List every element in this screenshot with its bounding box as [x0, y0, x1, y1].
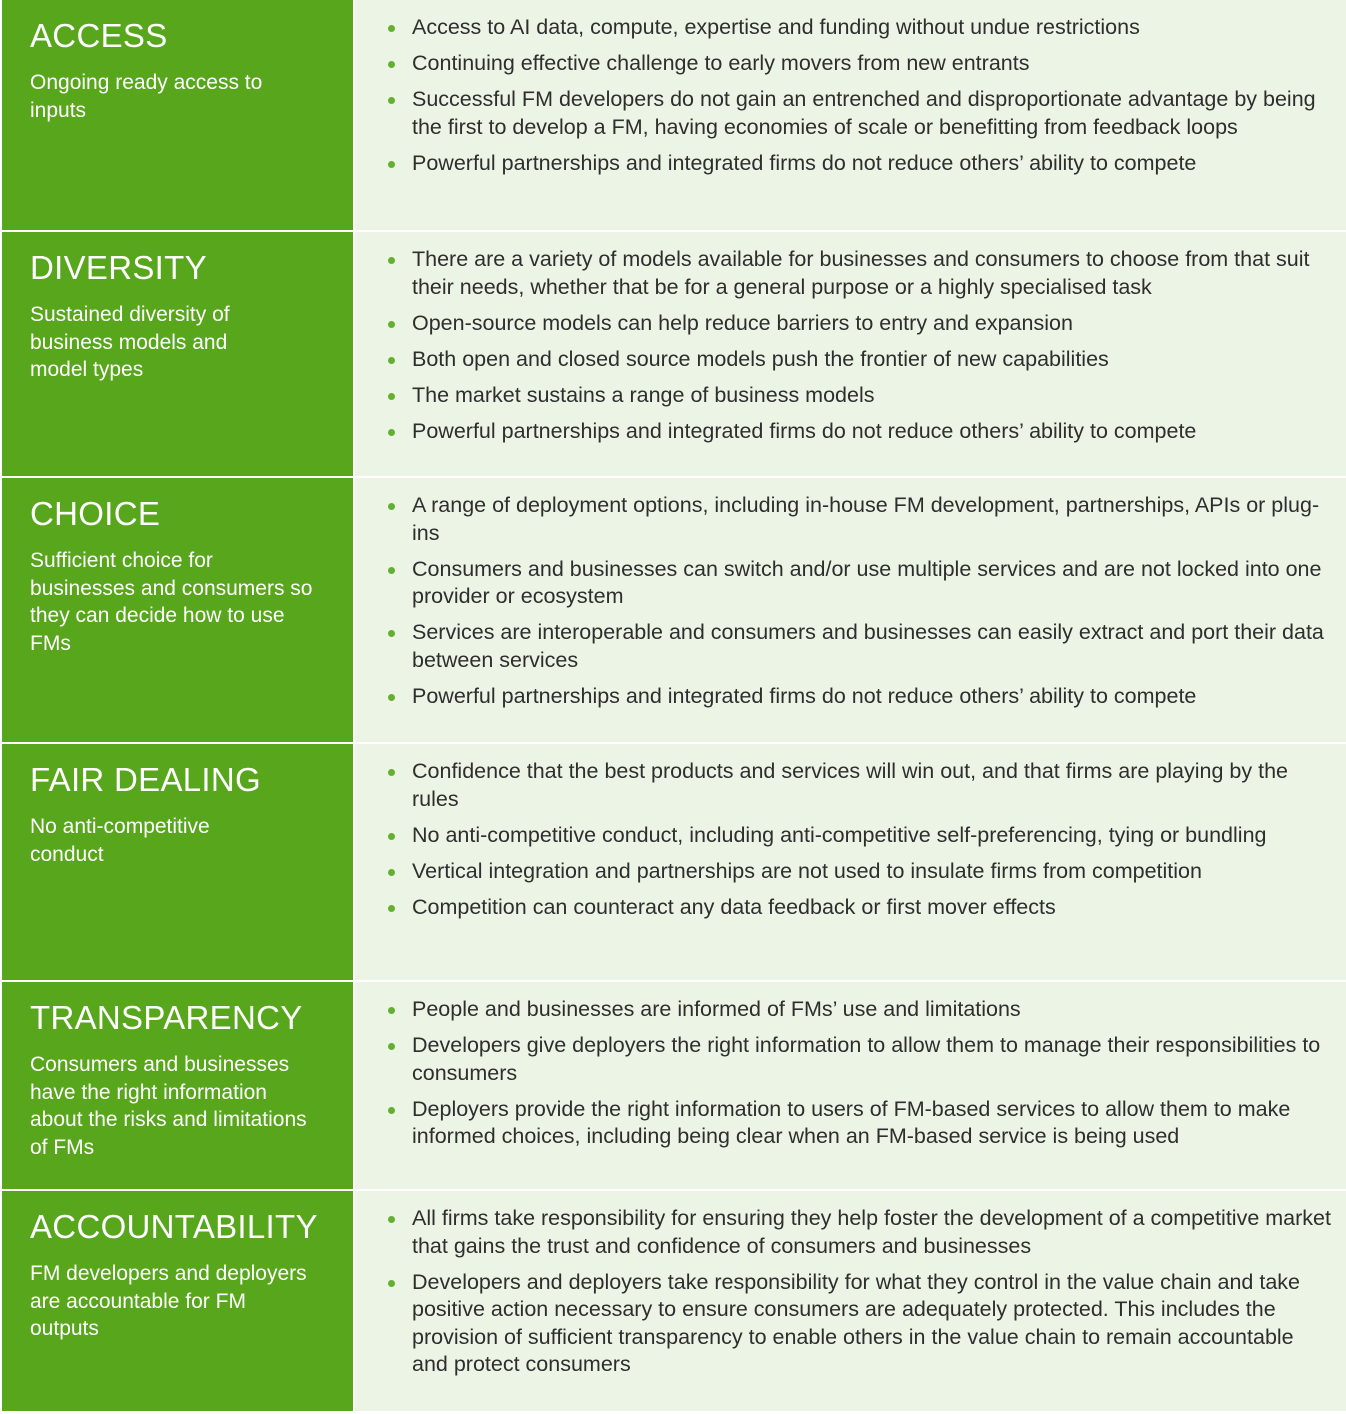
principle-label-cell — [2, 232, 353, 476]
bullet-dot-icon — [388, 161, 395, 168]
bullet-dot-icon — [388, 321, 395, 328]
bullet-item: Powerful partnerships and integrated firms do not reduce others’ ability to compete — [383, 683, 1332, 711]
bullet-item: Access to AI data, compute, expertise and funding without undue restrictions — [383, 14, 1332, 42]
bullet-dot-icon — [388, 567, 395, 574]
bullet-dot-icon — [388, 25, 395, 32]
bullet-dot-icon — [388, 429, 395, 436]
bullet-item: All firms take responsibility for ensuring they help foster the development of a competitive market that gains the trust and confidence of consumers and businesses — [383, 1205, 1332, 1260]
principle-subtitle: Ongoing ready access to inputs — [30, 71, 263, 122]
bullet-list — [383, 492, 1332, 710]
principle-bullets-cell — [355, 982, 1346, 1189]
bullet-dot-icon — [388, 1216, 395, 1223]
bullet-item: Powerful partnerships and integrated firms do not reduce others’ ability to compete — [383, 150, 1332, 178]
principle-bullets-cell — [355, 0, 1346, 230]
principle-bullets-cell — [355, 744, 1346, 980]
principle-row-accountability — [0, 1191, 1346, 1411]
bullet-item: Consumers and businesses can switch and/or use multiple services and are not locked into one provider or ecosystem — [383, 556, 1332, 611]
bullet-dot-icon — [388, 1043, 395, 1050]
bullet-dot-icon — [388, 503, 395, 510]
bullet-dot-icon — [388, 905, 395, 912]
principle-heading: CHOICE — [30, 495, 161, 532]
principle-heading: DIVERSITY — [30, 249, 207, 286]
principle-label-cell — [2, 0, 353, 230]
principle-row-choice — [0, 478, 1346, 742]
bullet-item: The market sustains a range of business models — [383, 382, 1332, 410]
principle-label-cell — [2, 478, 353, 742]
bullet-dot-icon — [388, 357, 395, 364]
principle-bullets-cell — [355, 478, 1346, 742]
bullet-dot-icon — [388, 630, 395, 637]
bullet-item: Developers and deployers take responsibility for what they control in the value chain and take positive action necessary to ensure consumers are adequately protected. This includes the provision of sufficient transparency to enable others in the value chain to remain accountable and protect consumers — [383, 1269, 1332, 1379]
bullet-item: Vertical integration and partnerships are not used to insulate firms from competition — [383, 858, 1332, 886]
principle-label-cell — [2, 744, 353, 980]
bullet-dot-icon — [388, 694, 395, 701]
bullet-item: Continuing effective challenge to early movers from new entrants — [383, 50, 1332, 78]
bullet-item: Successful FM developers do not gain an entrenched and disproportionate advantage by being the first to develop a FM, having economies of scale or benefitting from feedback loops — [383, 86, 1332, 141]
bullet-item: Powerful partnerships and integrated firms do not reduce others’ ability to compete — [383, 418, 1332, 446]
principle-heading: ACCOUNTABILITY — [30, 1208, 318, 1245]
principle-bullets-cell — [355, 232, 1346, 476]
bullet-item: There are a variety of models available for businesses and consumers to choose from that suit their needs, whether that be for a general purpose or a highly specialised task — [383, 246, 1332, 301]
principle-subtitle: Consumers and businesses have the right information about the risks and limitations of FMs — [30, 1053, 307, 1159]
bullet-dot-icon — [388, 769, 395, 776]
bullet-item: Competition can counteract any data feedback or first mover effects — [383, 894, 1332, 922]
bullet-item: Open-source models can help reduce barriers to entry and expansion — [383, 310, 1332, 338]
bullet-list — [383, 758, 1332, 921]
principle-label-cell — [2, 1191, 353, 1411]
bullet-item: People and businesses are informed of FMs’ use and limitations — [383, 996, 1332, 1024]
bullet-item: Deployers provide the right information to users of FM-based services to allow them to make informed choices, including being clear when an FM-based service is being used — [383, 1096, 1332, 1151]
principle-bullets-cell — [355, 1191, 1346, 1411]
principle-label-cell — [2, 982, 353, 1189]
bullet-dot-icon — [388, 833, 395, 840]
bullet-dot-icon — [388, 1107, 395, 1114]
bullet-dot-icon — [388, 869, 395, 876]
bullet-dot-icon — [388, 61, 395, 68]
bullet-list — [383, 14, 1332, 177]
principle-row-access — [0, 0, 1346, 230]
principle-subtitle: Sustained diversity of business models and model types — [30, 303, 230, 381]
principle-subtitle: Sufficient choice for businesses and consumers so they can decide how to use FMs — [30, 549, 313, 655]
principle-row-fair-dealing — [0, 744, 1346, 980]
bullet-item: Services are interoperable and consumers and businesses can easily extract and port their data between services — [383, 619, 1332, 674]
bullet-list — [383, 246, 1332, 445]
principle-row-transparency — [0, 982, 1346, 1189]
bullet-list — [383, 996, 1332, 1151]
principle-row-diversity — [0, 232, 1346, 476]
bullet-dot-icon — [388, 393, 395, 400]
bullet-item: No anti-competitive conduct, including anti-competitive self-preferencing, tying or bundling — [383, 822, 1332, 850]
principle-subtitle: FM developers and deployers are accountable for FM outputs — [30, 1262, 307, 1340]
principle-heading: FAIR DEALING — [30, 761, 261, 798]
bullet-item: A range of deployment options, including in-house FM development, partnerships, APIs or plug-ins — [383, 492, 1332, 547]
bullet-list — [383, 1205, 1332, 1379]
principle-subtitle: No anti-competitive conduct — [30, 815, 210, 866]
bullet-dot-icon — [388, 257, 395, 264]
bullet-dot-icon — [388, 1007, 395, 1014]
bullet-item: Both open and closed source models push the frontier of new capabilities — [383, 346, 1332, 374]
bullet-dot-icon — [388, 1280, 395, 1287]
principle-heading: TRANSPARENCY — [30, 999, 303, 1036]
bullet-item: Developers give deployers the right information to allow them to manage their responsibilities to consumers — [383, 1032, 1332, 1087]
bullet-dot-icon — [388, 97, 395, 104]
principle-heading: ACCESS — [30, 17, 168, 54]
bullet-item: Confidence that the best products and services will win out, and that firms are playing by the rules — [383, 758, 1332, 813]
